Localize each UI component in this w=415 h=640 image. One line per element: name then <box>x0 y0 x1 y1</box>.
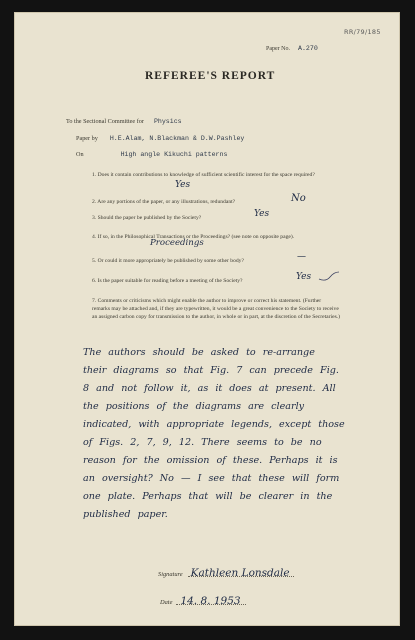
paper-number-label: Paper No. <box>266 46 290 52</box>
date-label: Date <box>160 599 173 606</box>
answer-6: Yes <box>296 272 312 282</box>
question-5: 5. Or could it more appropriately be published by some other body? <box>92 258 244 264</box>
corner-reference: RR/79/185 <box>344 28 381 36</box>
committee-label: To the Sectional Committee for <box>66 118 144 125</box>
committee-value: Physics <box>153 118 182 125</box>
date-field <box>160 591 241 609</box>
signature-field <box>158 563 290 581</box>
committee-field <box>66 110 182 128</box>
date-line <box>176 603 246 605</box>
on-field <box>76 143 227 161</box>
on-label: On <box>76 151 84 158</box>
date-value: 14. 8. 1953 <box>180 595 241 607</box>
question-4: 4. If so, in the Philosophical Transactions or the Proceedings? (see note on opposite page). <box>92 234 295 240</box>
referee-comments: The authors should be asked to re-arrange their diagrams so that Fig. 7 can precede Fig. 8 and not follow it, as it does at present. All the positions of the diagrams are clearly indicated, with appropriate legends, except those of Figs. 2, 7, 9, 12. There seems to be no reason for the omission of these. Perhaps it is an oversight? No — I see that these will form one plate. Perhaps that will be clearer in the published paper. <box>83 347 345 520</box>
question-1: 1. Does it contain contributions to knowledge of sufficient scientific interest for the space required? <box>92 172 315 178</box>
question-7: 7. Comments or criticisms which might enable the author to improve or correct his statement. (Further remarks may be attached and, if they are typewritten, it would be a great convenience to the Society to receive an assigned carbon copy for transmission to the author, in whole or in part, at the discretion of the Secretaries.) <box>92 298 341 320</box>
question-2: 2. Are any portions of the paper, or any illustrations, redundant? <box>92 199 236 205</box>
answer-2: No <box>291 193 306 204</box>
answer-3: Yes <box>254 209 270 219</box>
answer-1: Yes <box>175 180 191 190</box>
answer-5: — <box>297 252 306 262</box>
signature-label: Signature <box>158 571 183 578</box>
answer-4: Proceedings <box>150 238 204 248</box>
paper-by-value: H.E.Alam, N.Blackman & D.W.Pashley <box>109 135 245 142</box>
page-title: REFEREE'S REPORT <box>145 70 276 82</box>
paper-number-value: A.270 <box>298 45 318 52</box>
tick-mark-icon <box>318 270 340 284</box>
paper-by-label: Paper by <box>76 135 98 142</box>
paper-number <box>266 37 318 55</box>
question-6: 6. Is the paper suitable for reading before a meeting of the Society? <box>92 278 243 284</box>
on-value: High angle Kikuchi patterns <box>120 151 228 158</box>
signature-value: Kathleen Lonsdale <box>190 567 290 579</box>
question-3: 3. Should the paper be published by the Society? <box>92 215 202 221</box>
signature-line <box>188 575 294 577</box>
